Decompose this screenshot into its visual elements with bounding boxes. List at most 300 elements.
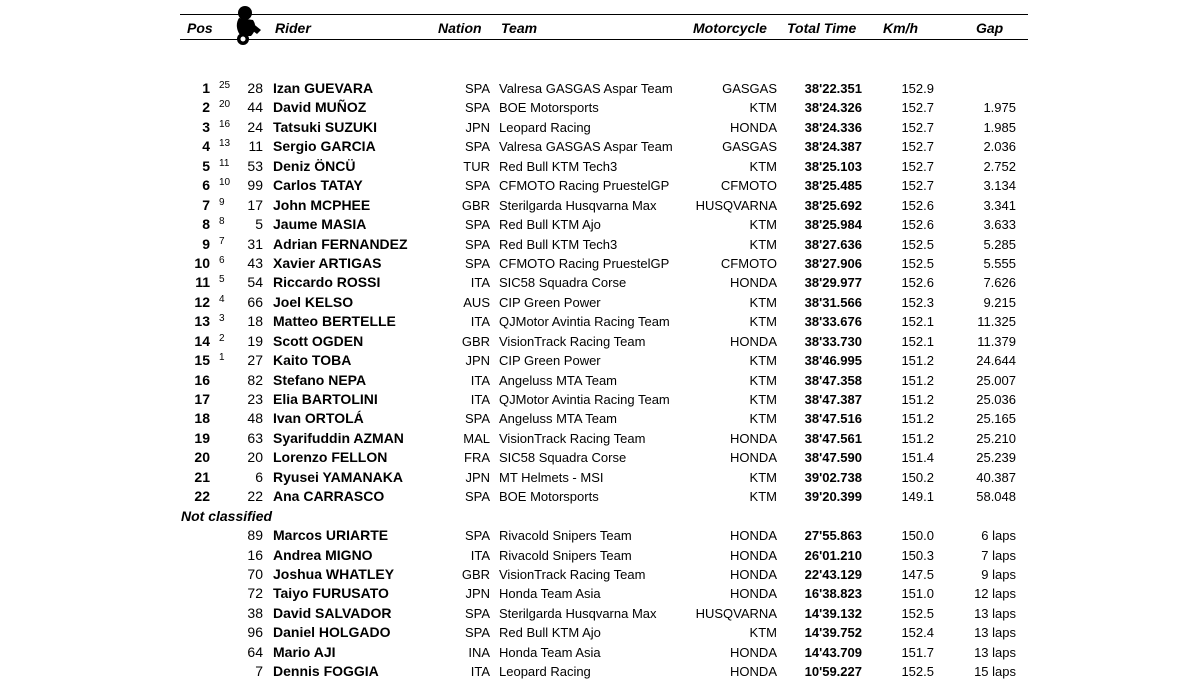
team: Rivacold Snipers Team [499, 528, 632, 544]
motorcycle: KTM [749, 372, 777, 388]
team: Red Bull KTM Tech3 [499, 236, 618, 252]
rider-name: Sergio GARCIA [273, 138, 376, 155]
nation: SPA [464, 411, 490, 427]
points: 25 [219, 80, 231, 91]
team: BOE Motorsports [499, 489, 599, 505]
gap: 25.036 [976, 392, 1016, 407]
team: Valresa GASGAS Aspar Team [499, 139, 673, 155]
nation: JPN [465, 353, 490, 369]
points: 5 [219, 274, 225, 286]
motorcycle: HUSQVARNA [695, 605, 777, 621]
rider-name: Syarifuddin AZMAN [273, 429, 404, 446]
team: Sterilgarda Husqvarna Max [499, 197, 657, 213]
points: 16 [219, 118, 231, 130]
position: 22 [194, 488, 210, 505]
gap: 58.048 [976, 489, 1016, 505]
team: SIC58 Squadra Corse [499, 275, 627, 291]
rider-name: Andrea MIGNO [273, 546, 373, 563]
result-row [0, 312, 1200, 331]
rider-name: Xavier ARTIGAS [273, 254, 382, 271]
total-time: 26'01.210 [804, 547, 862, 563]
header-gap: Gap [976, 20, 1004, 36]
total-time: 22'43.129 [804, 566, 862, 582]
gap: 5.555 [983, 255, 1016, 271]
position: 12 [194, 293, 210, 310]
motorcycle: GASGAS [722, 81, 777, 96]
rider-number: 96 [247, 624, 263, 641]
rider-number: 70 [247, 565, 263, 582]
nation: SPA [464, 255, 490, 271]
rider-number: 18 [247, 313, 263, 330]
gap: 25.007 [976, 372, 1016, 388]
nation: GBR [461, 197, 490, 213]
result-row [0, 293, 1200, 312]
header-rider: Rider [275, 20, 311, 36]
points: 11 [219, 157, 230, 169]
rider-name: David SALVADOR [273, 604, 392, 621]
points: 1 [219, 352, 225, 364]
motorcycle: HONDA [730, 430, 777, 446]
speed: 152.7 [901, 139, 934, 155]
motorcycle: KTM [749, 100, 777, 116]
nation: ITA [470, 314, 490, 330]
gap: 7.626 [983, 275, 1016, 291]
motorcycle: GASGAS [722, 139, 777, 155]
motorcycle: HONDA [730, 333, 777, 349]
speed: 151.0 [901, 586, 934, 602]
gap: 25.165 [976, 411, 1016, 427]
nation: SPA [464, 178, 490, 194]
points: 7 [219, 235, 225, 247]
rider-name: Scott OGDEN [273, 332, 364, 349]
total-time: 38'24.336 [804, 119, 862, 135]
motorcycle: KTM [749, 236, 777, 252]
points: 4 [219, 293, 225, 305]
speed: 151.2 [901, 430, 934, 446]
rider-name: Taiyo FURUSATO [273, 585, 389, 602]
total-time: 10'59.227 [804, 664, 862, 680]
team: Red Bull KTM Ajo [499, 217, 601, 233]
nation: GBR [461, 566, 490, 582]
team: CIP Green Power [499, 353, 601, 369]
rider-name: Adrian FERNANDEZ [273, 235, 408, 252]
speed: 152.5 [901, 605, 934, 621]
gap: 25.210 [976, 430, 1016, 446]
header-nation: Nation [438, 20, 482, 36]
rider-number: 19 [247, 332, 263, 349]
nation: SPA [464, 489, 490, 505]
total-time: 38'25.485 [804, 178, 862, 194]
speed: 150.2 [901, 469, 934, 485]
position: 3 [202, 118, 210, 135]
motorcycle: KTM [749, 314, 777, 330]
result-row [0, 371, 1200, 390]
motorcycle: HONDA [730, 119, 777, 135]
not-classified-label: Not classified [181, 507, 273, 524]
nation: SPA [464, 217, 490, 233]
total-time: 16'38.823 [804, 586, 862, 602]
nation: ITA [470, 372, 490, 388]
rider-name: Kaito TOBA [273, 352, 352, 369]
speed: 150.0 [901, 528, 934, 544]
points: 6 [219, 254, 225, 266]
position: 4 [202, 138, 210, 155]
speed: 149.1 [901, 489, 934, 505]
rider-number: 54 [247, 274, 263, 291]
rider-number: 28 [247, 80, 263, 96]
nation: FRA [464, 450, 490, 466]
speed: 152.6 [901, 275, 934, 291]
speed: 147.5 [901, 566, 934, 582]
gap: 40.387 [976, 469, 1016, 485]
gap: 13 laps [974, 644, 1016, 660]
rider-name: Mario AJI [273, 643, 336, 660]
team: Angeluss MTA Team [499, 411, 618, 427]
motorcycle: KTM [749, 625, 777, 641]
result-row [0, 546, 1200, 565]
gap: 13 laps [974, 625, 1016, 641]
speed: 152.1 [901, 314, 934, 330]
motorcycle: KTM [749, 294, 777, 310]
position: 7 [202, 196, 210, 213]
rider-name: Ryusei YAMANAKA [273, 468, 403, 485]
gap: 24.644 [976, 353, 1016, 369]
nation: GBR [461, 333, 490, 349]
gap: 1.975 [983, 100, 1016, 116]
speed: 152.5 [901, 255, 934, 271]
total-time: 38'31.566 [804, 294, 862, 310]
nation: ITA [470, 547, 490, 563]
position: 18 [194, 410, 210, 427]
motorcycle: KTM [749, 411, 777, 427]
gap: 5.285 [983, 236, 1016, 252]
rider-number: 44 [247, 99, 263, 116]
total-time: 38'33.730 [804, 333, 862, 349]
team: QJMotor Avintia Racing Team [499, 314, 670, 330]
team: Leopard Racing [499, 119, 591, 135]
nation: TUR [463, 158, 490, 174]
speed: 152.5 [901, 236, 934, 252]
result-row [0, 468, 1200, 487]
total-time: 38'47.358 [804, 372, 862, 388]
motorcycle: HONDA [730, 586, 777, 602]
rider-number: 31 [247, 235, 263, 252]
nation: ITA [470, 392, 490, 407]
rider-number: 6 [255, 468, 263, 485]
position: 21 [194, 468, 210, 485]
rider-number: 38 [247, 604, 263, 621]
total-time: 27'55.863 [804, 528, 862, 544]
rider-name: Ivan ORTOLÁ [273, 410, 364, 427]
rider-number: 7 [255, 663, 263, 680]
header-pos: Pos [187, 20, 213, 36]
position: 13 [194, 313, 210, 330]
total-time: 38'25.692 [804, 197, 862, 213]
position: 20 [194, 449, 210, 466]
gap: 3.341 [983, 197, 1016, 213]
header-motorcycle: Motorcycle [693, 20, 767, 36]
total-time: 38'24.326 [804, 100, 862, 116]
nation: ITA [470, 275, 490, 291]
rider-name: John MCPHEE [273, 196, 371, 213]
team: Leopard Racing [499, 664, 591, 680]
team: QJMotor Avintia Racing Team [499, 392, 670, 407]
speed: 152.4 [901, 625, 934, 641]
rider-name: Lorenzo FELLON [273, 449, 388, 466]
result-row [0, 215, 1200, 234]
nation: SPA [464, 139, 490, 155]
gap: 7 laps [981, 547, 1016, 563]
speed: 152.6 [901, 197, 934, 213]
result-row [0, 137, 1200, 156]
gap: 25.239 [976, 450, 1016, 466]
result-row [0, 176, 1200, 195]
gap: 11.325 [977, 314, 1016, 330]
gap: 2.036 [983, 139, 1016, 155]
gap: 1.985 [983, 119, 1016, 135]
speed: 151.7 [901, 644, 934, 660]
rider-name: Joel KELSO [273, 293, 354, 310]
gap: 12 laps [974, 586, 1016, 602]
rider-number: 27 [247, 352, 263, 369]
result-row [0, 662, 1200, 681]
result-row [0, 643, 1200, 662]
result-row [0, 196, 1200, 215]
nation: JPN [465, 469, 490, 485]
position: 11 [195, 274, 210, 291]
rider-number: 48 [247, 410, 263, 427]
position: 14 [194, 332, 210, 349]
total-time: 38'47.516 [804, 411, 862, 427]
rider-name: Deniz ÖNCÜ [273, 157, 356, 174]
gap: 9 laps [981, 566, 1016, 582]
team: MT Helmets - MSI [499, 469, 604, 485]
header-kmh: Km/h [883, 20, 918, 36]
rider-name: David MUÑOZ [273, 99, 367, 116]
total-time: 14'43.709 [804, 644, 862, 660]
rider-number: 17 [247, 196, 263, 213]
header-total-time: Total Time [787, 20, 857, 36]
nation: AUS [463, 294, 490, 310]
speed: 150.3 [901, 547, 934, 563]
nation: SPA [464, 625, 490, 641]
result-row [0, 351, 1200, 370]
results-header [180, 18, 1028, 38]
motorcycle: KTM [749, 392, 777, 407]
position: 1 [202, 80, 210, 96]
rider-name: Matteo BERTELLE [273, 313, 396, 330]
motorcycle: HONDA [730, 566, 777, 582]
nation: SPA [464, 605, 490, 621]
motorcycle: KTM [749, 469, 777, 485]
total-time: 39'20.399 [804, 489, 862, 505]
speed: 152.3 [901, 294, 934, 310]
motorcycle: KTM [749, 217, 777, 233]
rider-number: 24 [247, 118, 263, 135]
points: 9 [219, 196, 225, 208]
team: VisionTrack Racing Team [499, 566, 646, 582]
total-time: 38'24.387 [804, 139, 862, 155]
gap: 13 laps [974, 605, 1016, 621]
position: 8 [202, 216, 210, 233]
motorcycle: HONDA [730, 664, 777, 680]
nation: ITA [470, 664, 490, 680]
result-row [0, 118, 1200, 137]
speed: 152.7 [901, 178, 934, 194]
rider-name: Izan GUEVARA [273, 80, 374, 96]
total-time: 38'47.590 [804, 450, 862, 466]
points: 10 [219, 177, 231, 189]
total-time: 38'46.995 [804, 353, 862, 369]
rider-number: 23 [247, 391, 263, 407]
speed: 151.4 [901, 450, 934, 466]
points: 2 [219, 332, 225, 344]
position: 6 [202, 177, 210, 194]
position: 2 [202, 99, 210, 116]
position: 10 [194, 254, 210, 271]
rider-number: 82 [247, 371, 263, 388]
rider-number: 5 [255, 216, 263, 233]
team: Angeluss MTA Team [499, 372, 618, 388]
rider-name: Daniel HOLGADO [273, 624, 391, 641]
speed: 152.7 [901, 100, 934, 116]
team: Valresa GASGAS Aspar Team [499, 81, 673, 96]
total-time: 38'29.977 [804, 275, 862, 291]
position: 19 [194, 429, 210, 446]
nation: JPN [465, 586, 490, 602]
speed: 152.6 [901, 217, 934, 233]
points: 8 [219, 216, 225, 228]
team: Honda Team Asia [499, 644, 601, 660]
motorcycle: HONDA [730, 275, 777, 291]
rider-name: Stefano NEPA [273, 371, 367, 388]
points: 13 [219, 138, 231, 150]
team: Rivacold Snipers Team [499, 547, 632, 563]
result-row [0, 487, 1200, 506]
result-row [0, 584, 1200, 603]
rider-name: Ana CARRASCO [273, 488, 385, 505]
position: 15 [194, 352, 210, 369]
rider-name: Riccardo ROSSI [273, 274, 381, 291]
motorcycle: HONDA [730, 450, 777, 466]
team: CFMOTO Racing PruestelGP [499, 178, 670, 194]
gap: 3.633 [983, 217, 1016, 233]
result-row [0, 254, 1200, 273]
speed: 152.5 [901, 664, 934, 680]
team: Red Bull KTM Ajo [499, 625, 601, 641]
points: 20 [219, 99, 231, 111]
team: Red Bull KTM Tech3 [499, 158, 618, 174]
results-table [0, 79, 1200, 682]
gap: 11.379 [977, 333, 1016, 349]
total-time: 38'47.387 [804, 392, 862, 407]
gap: 15 laps [974, 664, 1016, 680]
rider-name: Jaume MASIA [273, 216, 367, 233]
rider-number: 66 [247, 293, 263, 310]
rider-number: 64 [247, 643, 263, 660]
total-time: 14'39.752 [804, 625, 862, 641]
result-row [0, 390, 1200, 409]
result-row [0, 526, 1200, 545]
team: VisionTrack Racing Team [499, 430, 646, 446]
motorcycle: CFMOTO [720, 255, 777, 271]
team: CIP Green Power [499, 294, 601, 310]
nation: INA [468, 644, 490, 660]
nation: SPA [464, 236, 490, 252]
gap: 6 laps [981, 528, 1016, 544]
total-time: 38'25.103 [804, 158, 862, 174]
result-row [0, 409, 1200, 428]
result-row [0, 604, 1200, 623]
rider-number: 53 [247, 157, 263, 174]
speed: 152.7 [901, 119, 934, 135]
gap: 3.134 [983, 178, 1016, 194]
motorcycle: CFMOTO [720, 178, 777, 194]
header-top-rule [180, 14, 1028, 15]
not-classified-section [0, 507, 1200, 526]
result-row [0, 273, 1200, 292]
gap: 2.752 [983, 158, 1016, 174]
total-time: 14'39.132 [804, 605, 862, 621]
rider-number: 16 [247, 546, 263, 563]
speed: 152.1 [901, 333, 934, 349]
team: VisionTrack Racing Team [499, 333, 646, 349]
nation: SPA [464, 528, 490, 544]
result-row [0, 332, 1200, 351]
motorcycle: HUSQVARNA [695, 197, 777, 213]
result-row [0, 79, 1200, 98]
team: Sterilgarda Husqvarna Max [499, 605, 657, 621]
motorcycle: HONDA [730, 547, 777, 563]
total-time: 39'02.738 [804, 469, 862, 485]
nation: MAL [463, 430, 490, 446]
points: 3 [219, 313, 225, 325]
rider-number: 89 [247, 527, 263, 544]
motorcycle: KTM [749, 489, 777, 505]
result-row [0, 235, 1200, 254]
result-row [0, 429, 1200, 448]
result-row [0, 623, 1200, 642]
total-time: 38'22.351 [804, 81, 862, 96]
speed: 152.7 [901, 158, 934, 174]
rider-number: 22 [247, 488, 263, 505]
rider-number: 11 [248, 138, 263, 155]
team: CFMOTO Racing PruestelGP [499, 255, 670, 271]
result-row [0, 565, 1200, 584]
speed: 151.2 [901, 411, 934, 427]
motorcycle: KTM [749, 353, 777, 369]
speed: 152.9 [901, 81, 934, 96]
nation: SPA [464, 81, 490, 96]
nation: JPN [465, 119, 490, 135]
rider-number: 63 [247, 429, 263, 446]
rider-number: 99 [247, 177, 263, 194]
position: 9 [202, 235, 210, 252]
position: 17 [194, 391, 210, 407]
rider-number: 43 [247, 254, 263, 271]
result-row [0, 448, 1200, 467]
team: SIC58 Squadra Corse [499, 450, 627, 466]
gap: 9.215 [983, 294, 1016, 310]
speed: 151.2 [901, 372, 934, 388]
total-time: 38'27.906 [804, 255, 862, 271]
rider-number: 72 [247, 585, 263, 602]
position: 16 [194, 371, 210, 388]
rider-name: Dennis FOGGIA [273, 663, 379, 680]
rider-name: Marcos URIARTE [273, 527, 389, 544]
rider-name: Elia BARTOLINI [273, 391, 378, 407]
motorcycle: HONDA [730, 644, 777, 660]
